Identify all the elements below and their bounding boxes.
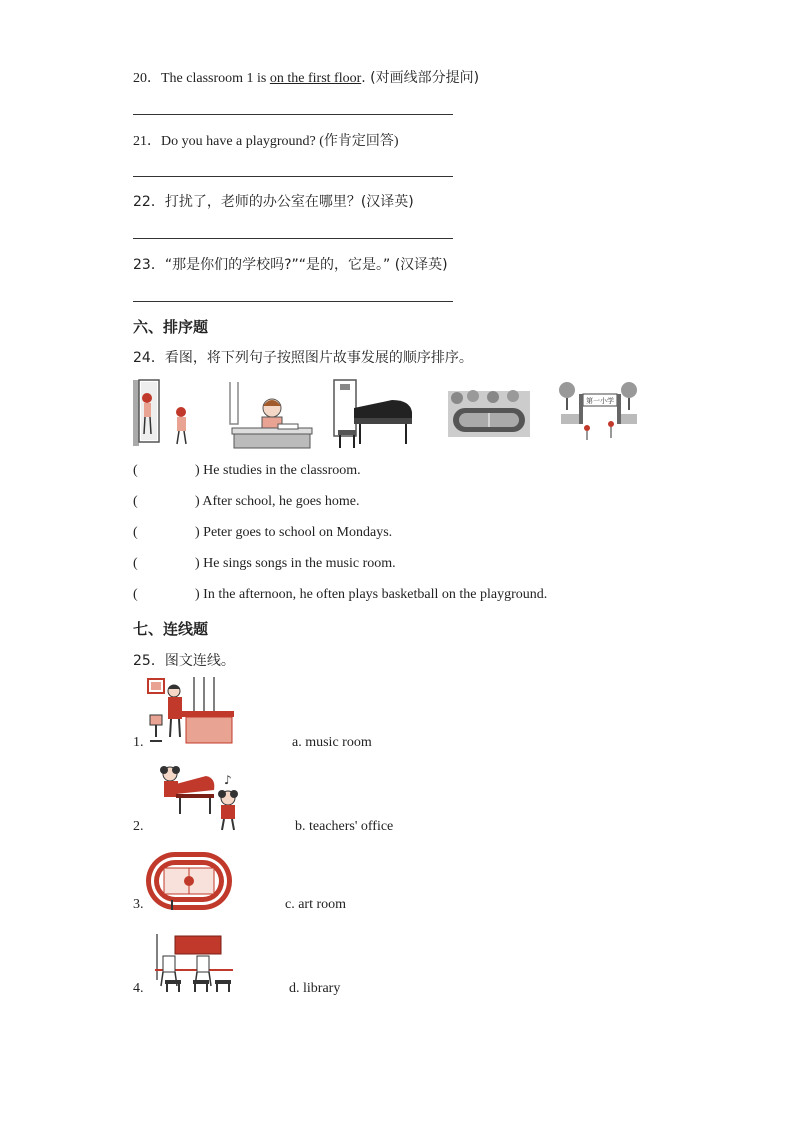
item-text: He sings songs in the music room. (203, 556, 396, 571)
question-number: 25． (133, 653, 165, 669)
question-24 (133, 347, 473, 367)
ordering-item[interactable]: ( ) In the afternoon, he often plays basketball on the playground. (133, 587, 548, 602)
question-22 (133, 191, 414, 211)
story-picture-playground (447, 390, 531, 438)
answer-line-22[interactable] (133, 238, 453, 239)
answer-bracket[interactable]: ( (133, 494, 138, 509)
question-number: 24． (133, 350, 165, 366)
match-picture-playground (144, 850, 234, 912)
question-20 (133, 67, 479, 87)
match-option-c[interactable]: c. art room (285, 897, 347, 912)
school-sign-text: 第一小学 (586, 397, 614, 405)
answer-bracket[interactable]: ( (133, 525, 138, 540)
item-text: After school, he goes home. (202, 494, 360, 509)
ordering-item[interactable]: ( ) He sings songs in the music room. (133, 556, 396, 571)
item-text: In the afternoon, he often plays basketball on the playground. (203, 587, 548, 602)
match-picture-music-room (156, 762, 244, 832)
item-text: Peter goes to school on Mondays. (203, 525, 393, 540)
answer-bracket[interactable]: ( (133, 587, 138, 602)
match-option-a[interactable]: a. music room (292, 735, 372, 750)
answer-line-20[interactable] (133, 114, 453, 115)
question-text: 看图，将下列句子按照图片故事发展的顺序排序。 (164, 350, 473, 366)
match-number: 1. (133, 735, 144, 750)
match-option-b[interactable]: b. teachers' office (295, 819, 394, 834)
question-number: 22． (133, 194, 165, 210)
answer-bracket[interactable]: ( (133, 463, 138, 478)
story-picture-school-door (131, 378, 197, 450)
question-instruction: . (对画线部分提问) (361, 70, 480, 86)
section-title-7: 七、连线题 (133, 620, 209, 638)
item-text: He studies in the classroom. (203, 463, 361, 478)
question-text: The classroom 1 is (161, 71, 270, 86)
story-picture-school-gate (559, 380, 639, 448)
underlined-phrase: on the first floor (269, 71, 362, 86)
question-text: “那是你们的学校吗?”“是的，它是。” (汉译英) (164, 257, 448, 273)
ordering-item[interactable]: ( ) He studies in the classroom. (133, 463, 361, 478)
story-picture-music-room (332, 378, 416, 450)
match-number: 2. (133, 819, 144, 834)
question-25 (133, 650, 235, 670)
question-number: 23． (133, 257, 165, 273)
answer-line-21[interactable] (133, 176, 453, 177)
question-21 (133, 130, 399, 150)
question-text: Do you have a playground? (作肯定回答) (161, 134, 399, 149)
story-picture-classroom (226, 380, 316, 450)
match-number: 4. (133, 981, 144, 996)
svg-text:♪: ♪ (224, 773, 232, 787)
question-number: 21． (133, 134, 161, 149)
match-option-d[interactable]: d. library (289, 981, 341, 996)
question-23 (133, 254, 448, 274)
match-number: 3. (133, 897, 144, 912)
question-number: 20． (133, 71, 161, 86)
match-picture-art-room (153, 930, 235, 994)
question-text: 打扰了，老师的办公室在哪里？(汉译英) (164, 194, 414, 210)
answer-bracket[interactable]: ( (133, 556, 138, 571)
match-picture-teachers-office (146, 675, 236, 747)
ordering-item[interactable]: ( ) After school, he goes home. (133, 494, 360, 509)
answer-line-23[interactable] (133, 301, 453, 302)
section-title-6: 六、排序题 (133, 318, 209, 336)
ordering-item[interactable]: ( ) Peter goes to school on Mondays. (133, 525, 393, 540)
question-text: 图文连线。 (164, 653, 235, 669)
